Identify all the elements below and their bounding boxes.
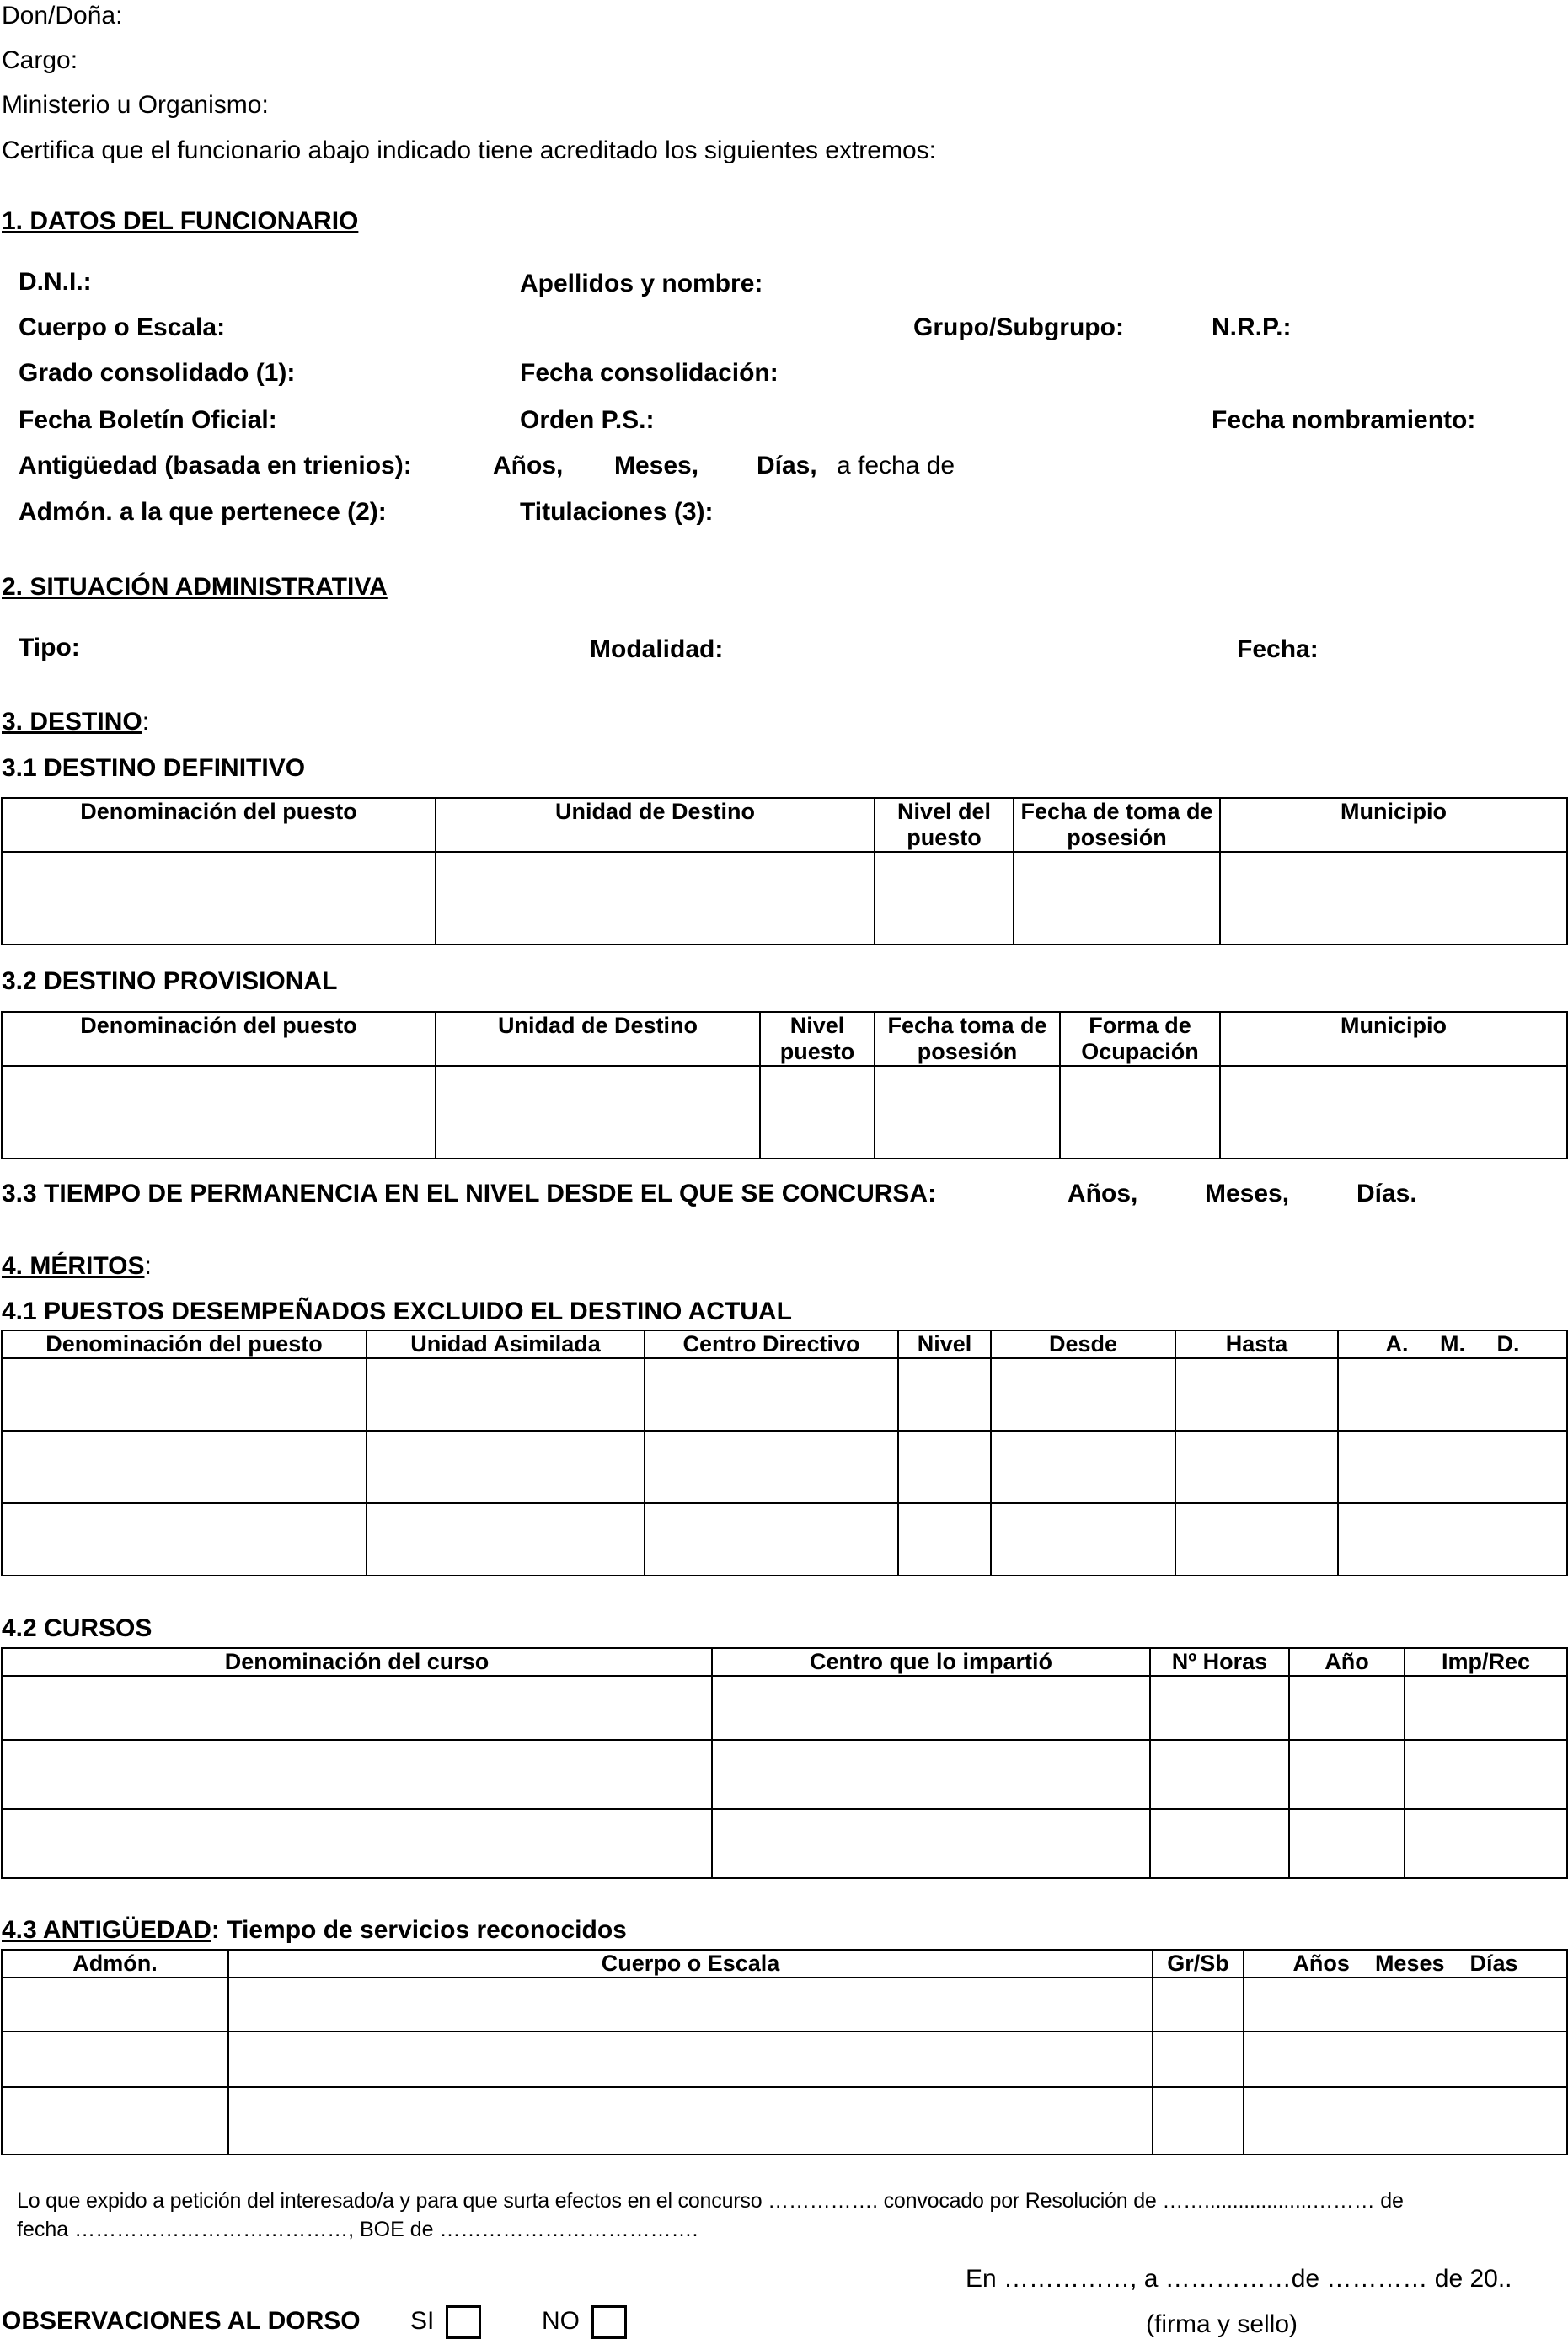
table-cell[interactable] <box>712 1740 1150 1809</box>
table-row <box>2 1978 1567 2031</box>
table-cell[interactable] <box>898 1358 991 1431</box>
table-cell[interactable] <box>712 1676 1150 1740</box>
antiguedad-label: Antigüedad (basada en trienios): <box>19 452 412 479</box>
cargo-label: Cargo: <box>2 46 78 74</box>
table-cell[interactable] <box>1175 1503 1338 1576</box>
table-cell[interactable] <box>645 1358 898 1431</box>
si-option[interactable] <box>410 2305 481 2339</box>
table-row <box>2 1358 1567 1431</box>
table-cell[interactable] <box>2 1431 367 1503</box>
table-cell[interactable] <box>645 1503 898 1576</box>
puestos-title: 4.1 PUESTOS DESEMPEÑADOS EXCLUIDO EL DESTINO ACTUAL <box>2 1298 792 1325</box>
table-cell[interactable] <box>875 1066 1060 1159</box>
col-header: Unidad Asimilada <box>367 1330 645 1358</box>
observaciones-label: OBSERVACIONES AL DORSO <box>2 2307 361 2335</box>
col-header: Año <box>1289 1648 1405 1676</box>
table-cell[interactable] <box>991 1503 1175 1576</box>
table-cell[interactable] <box>1150 1809 1289 1878</box>
table-row <box>2 1809 1567 1878</box>
col-header: Nivel del puesto <box>875 798 1014 852</box>
table-cell[interactable] <box>1338 1431 1567 1503</box>
destino-provisional-title: 3.2 DESTINO PROVISIONAL <box>2 967 338 995</box>
antiguedad-title: 4.3 ANTIGÜEDAD: Tiempo de servicios reconocidos <box>2 1916 627 1944</box>
dias-label: Días, <box>757 452 817 479</box>
table-cell[interactable] <box>1175 1431 1338 1503</box>
fecha-label: Fecha: <box>1237 635 1319 663</box>
col-header: Denominación del puesto <box>2 1330 367 1358</box>
table-cell[interactable] <box>760 1066 875 1159</box>
table-cell[interactable] <box>712 1809 1150 1878</box>
table-cell[interactable] <box>645 1431 898 1503</box>
nrp-label: N.R.P.: <box>1212 313 1292 341</box>
section-2-title: 2. SITUACIÓN ADMINISTRATIVA <box>2 573 388 601</box>
cursos-title: 4.2 CURSOS <box>2 1614 153 1642</box>
col-header: Hasta <box>1175 1330 1338 1358</box>
titulaciones-label: Titulaciones (3): <box>520 498 714 526</box>
cuerpo-label: Cuerpo o Escala: <box>19 313 226 341</box>
no-label: NO <box>542 2306 580 2335</box>
permanencia-dias: Días. <box>1357 1180 1417 1207</box>
permanencia-meses: Meses, <box>1205 1180 1290 1207</box>
col-header: Municipio <box>1220 798 1567 852</box>
orden-label: Orden P.S.: <box>520 406 655 434</box>
table-cell[interactable] <box>1289 1740 1405 1809</box>
col-header: Imp/Rec <box>1405 1648 1567 1676</box>
table-cell[interactable] <box>2 1676 712 1740</box>
table-row <box>2 2087 1567 2154</box>
expido-text-line2: fecha …………………………………, BOE de ………………………………. <box>17 2218 698 2241</box>
table-cell[interactable] <box>1244 1978 1567 2031</box>
table-cell[interactable] <box>436 1066 760 1159</box>
table-cell[interactable] <box>2 852 436 945</box>
table-row <box>2 2031 1567 2087</box>
col-header: Forma de Ocupación <box>1060 1012 1220 1066</box>
col-header: Denominación del puesto <box>2 798 436 852</box>
table-cell[interactable] <box>1150 1676 1289 1740</box>
table-cell[interactable] <box>991 1358 1175 1431</box>
modalidad-label: Modalidad: <box>590 635 724 663</box>
table-cell[interactable] <box>1153 1978 1244 2031</box>
table-cell[interactable] <box>2 1809 712 1878</box>
table-cell[interactable] <box>2 2087 228 2154</box>
table-cell[interactable] <box>1175 1358 1338 1431</box>
col-header: Centro Directivo <box>645 1330 898 1358</box>
table-cell[interactable] <box>367 1358 645 1431</box>
col-header: Fecha toma de posesión <box>875 1012 1060 1066</box>
table-cell[interactable] <box>2 1740 712 1809</box>
table-cell[interactable] <box>2 1978 228 2031</box>
col-header: Años Meses Días <box>1244 1950 1567 1978</box>
admon-label: Admón. a la que pertenece (2): <box>19 498 387 526</box>
permanencia-title: 3.3 TIEMPO DE PERMANENCIA EN EL NIVEL DESDE EL QUE SE CONCURSA: <box>2 1180 937 1207</box>
section-1-title: 1. DATOS DEL FUNCIONARIO <box>2 207 359 235</box>
table-cell[interactable] <box>1405 1740 1567 1809</box>
table-cell[interactable] <box>1289 1809 1405 1878</box>
table-cell[interactable] <box>2 2031 228 2087</box>
table-cell[interactable] <box>228 1978 1153 2031</box>
table-cell[interactable] <box>1244 2031 1567 2087</box>
grado-label: Grado consolidado (1): <box>19 359 296 387</box>
permanencia-anos: Años, <box>1068 1180 1138 1207</box>
table-row <box>2 1066 1567 1159</box>
table-cell[interactable] <box>875 852 1014 945</box>
table-cell[interactable] <box>1405 1676 1567 1740</box>
table-cell[interactable] <box>898 1503 991 1576</box>
antiguedad-table <box>1 1949 1568 2155</box>
col-header: Denominación del curso <box>2 1648 712 1676</box>
col-header: Desde <box>991 1330 1175 1358</box>
table-row <box>2 1503 1567 1576</box>
fecha-consolidacion-label: Fecha consolidación: <box>520 359 779 387</box>
table-cell[interactable] <box>1289 1676 1405 1740</box>
a-fecha-label: a fecha de <box>837 452 955 479</box>
meses-label: Meses, <box>614 452 699 479</box>
col-header: Admón. <box>2 1950 228 1978</box>
destino-definitivo-table <box>1 797 1568 945</box>
firma-label: (firma y sello) <box>1146 2310 1298 2338</box>
table-cell[interactable] <box>2 1066 436 1159</box>
don-label: Don/Doña: <box>2 2 123 29</box>
col-header: Nivel puesto <box>760 1012 875 1066</box>
section-3-title: 3. DESTINO: <box>2 708 150 736</box>
col-header: Municipio <box>1220 1012 1567 1066</box>
fecha-boletin-label: Fecha Boletín Oficial: <box>19 406 277 434</box>
table-cell[interactable] <box>1338 1358 1567 1431</box>
table-cell[interactable] <box>1220 852 1567 945</box>
col-header: Unidad de Destino <box>436 798 875 852</box>
table-cell[interactable] <box>1150 1740 1289 1809</box>
section-4-title: 4. MÉRITOS: <box>2 1252 152 1280</box>
anos-label: Años, <box>493 452 564 479</box>
table-row <box>2 1676 1567 1740</box>
apellidos-label: Apellidos y nombre: <box>520 270 763 297</box>
destino-provisional-table <box>1 1011 1568 1159</box>
si-checkbox[interactable] <box>446 2305 481 2339</box>
table-cell[interactable] <box>2 1503 367 1576</box>
ministerio-label: Ministerio u Organismo: <box>2 91 269 119</box>
table-cell[interactable] <box>367 1431 645 1503</box>
fecha-nombramiento-label: Fecha nombramiento: <box>1212 406 1476 434</box>
table-cell[interactable] <box>228 2087 1153 2154</box>
cursos-table <box>1 1647 1568 1879</box>
col-header: Cuerpo o Escala <box>228 1950 1153 1978</box>
table-row <box>2 852 1567 945</box>
table-cell[interactable] <box>1060 1066 1220 1159</box>
table-cell[interactable] <box>436 852 875 945</box>
table-cell[interactable] <box>1220 1066 1567 1159</box>
table-cell[interactable] <box>991 1431 1175 1503</box>
lugar-fecha: En ……………, a ……………de ………… de 20.. <box>966 2265 1512 2293</box>
table-cell[interactable] <box>898 1431 991 1503</box>
col-header: Centro que lo impartió <box>712 1648 1150 1676</box>
no-checkbox[interactable] <box>591 2305 627 2339</box>
table-row <box>2 1431 1567 1503</box>
puestos-table <box>1 1330 1568 1576</box>
certifica-text: Certifica que el funcionario abajo indicado tiene acreditado los siguientes extremos: <box>2 136 936 164</box>
destino-definitivo-title: 3.1 DESTINO DEFINITIVO <box>2 754 306 782</box>
col-header: Unidad de Destino <box>436 1012 760 1066</box>
table-cell[interactable] <box>1405 1809 1567 1878</box>
table-cell[interactable] <box>1014 852 1220 945</box>
col-header: Nº Horas <box>1150 1648 1289 1676</box>
si-label: SI <box>410 2306 435 2335</box>
expido-text-line1: Lo que expido a petición del interesado/a y para que surta efectos en el concurso ……………. convocado por Resolución de ……...................……… de <box>17 2189 1404 2213</box>
col-header: Nivel <box>898 1330 991 1358</box>
no-option[interactable] <box>542 2305 627 2339</box>
col-header: Gr/Sb <box>1153 1950 1244 1978</box>
grupo-label: Grupo/Subgrupo: <box>913 313 1124 341</box>
table-cell[interactable] <box>1338 1503 1567 1576</box>
dni-label: D.N.I.: <box>19 268 92 296</box>
tipo-label: Tipo: <box>19 634 80 661</box>
table-cell[interactable] <box>1244 2087 1567 2154</box>
table-cell[interactable] <box>1153 2031 1244 2087</box>
table-row <box>2 1740 1567 1809</box>
col-header: Fecha de toma de posesión <box>1014 798 1220 852</box>
col-header: Denominación del puesto <box>2 1012 436 1066</box>
col-header: A. M. D. <box>1338 1330 1567 1358</box>
table-cell[interactable] <box>228 2031 1153 2087</box>
table-cell[interactable] <box>367 1503 645 1576</box>
table-cell[interactable] <box>1153 2087 1244 2154</box>
table-cell[interactable] <box>2 1358 367 1431</box>
